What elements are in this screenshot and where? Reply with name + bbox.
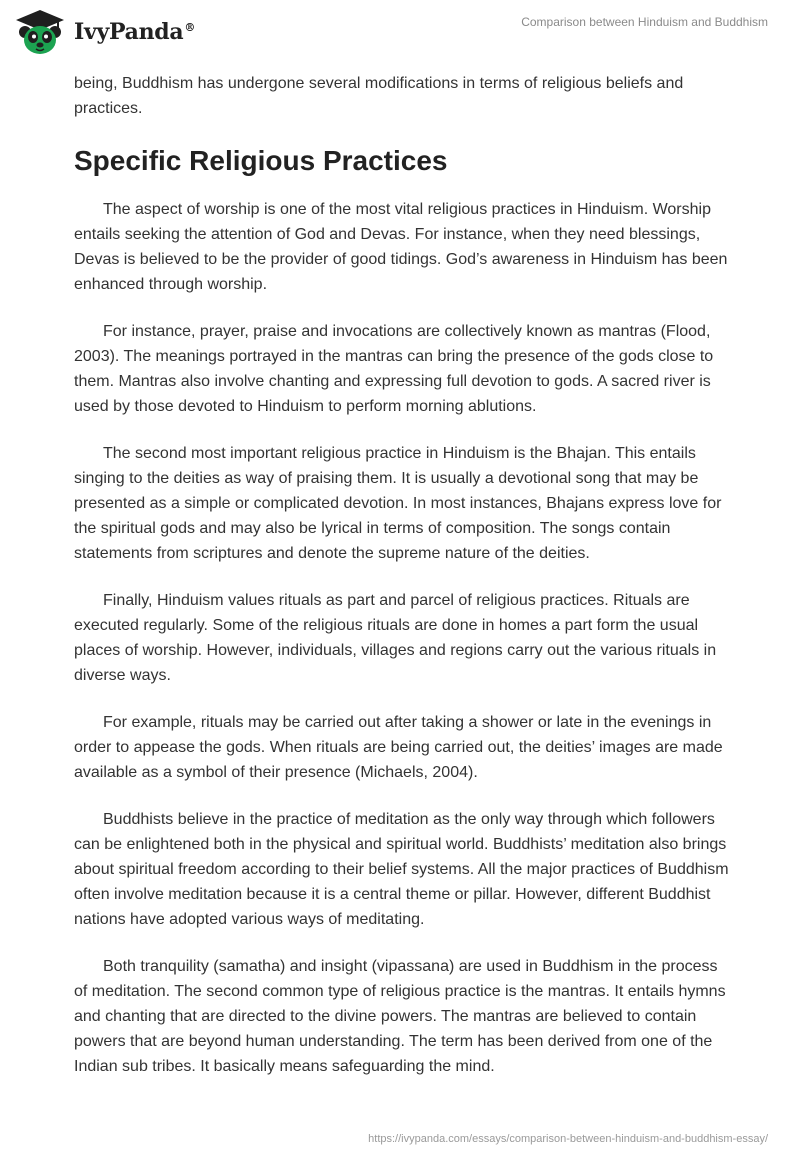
paragraph-rituals: Finally, Hinduism values rituals as part and parcel of religious practices. Rituals are executed regularly. Some of the religious rituals are done in homes a part form the usual places of worship. However, individuals, villages and regions carry out the various rituals in diverse ways. [74, 592, 717, 684]
document-title: Comparison between Hinduism and Buddhism [521, 15, 768, 29]
paragraph-bhajan: The second most important religious practice in Hinduism is the Bhajan. This entails singing to the deities as way of praising them. It is usually a devotional song that may be presented as a simple or complicated devotion. In most instances, Bhajans express love for the spiritual gods and may also be lyrical in terms of composition. The songs contain statements from scriptures and denote the supreme nature of the deities. [74, 445, 722, 562]
logo-text: IvyPanda® [74, 19, 196, 45]
page-header [0, 0, 800, 66]
registered-mark: ® [184, 20, 196, 34]
paragraph-ritual-examples: For example, rituals may be carried out after taking a shower or late in the evenings in order to appease the gods. When rituals are being carried out, the deities’ images are made available as a symbol of their presence (Michaels, 2004). [74, 714, 723, 781]
paragraph-samatha-vipassana: Both tranquility (samatha) and insight (vipassana) are used in Buddhism in the process of meditation. The second common type of religious practice is the mantras. It entails hymns and chanting that are directed to the divine powers. The mantras are believed to contain powers that are beyond human understanding. The term has been derived from one of the Indian sub tribes. It basically means safeguarding the mind. [74, 958, 726, 1075]
paragraph-mantras: For instance, prayer, praise and invocations are collectively known as mantras (Flood, 2003). The meanings portrayed in the mantras can bring the presence of the gods close to them. Mantras also involve chanting and expressing full devotion to gods. A sacred river is used by those devoted to Hinduism to perform morning ablutions. [74, 323, 714, 415]
panda-graduation-cap-icon [14, 8, 66, 56]
source-url[interactable]: https://ivypanda.com/essays/comparison-between-hinduism-and-buddhism-essay/ [368, 1133, 768, 1145]
intro-paragraph: being, Buddhism has undergone several modifications in terms of religious beliefs and practices. [74, 75, 684, 117]
paragraph-meditation: Buddhists believe in the practice of meditation as the only way through which followers can be enlightened both in the physical and spiritual world. Buddhists’ meditation also brings about spiritual freedom according to their belief systems. All the major practices of Buddhism often involve meditation because it is a central theme or pillar. However, different Buddhist nations have adopted various ways of meditating. [74, 811, 729, 928]
section-heading: Specific Religious Practices [74, 145, 448, 176]
paragraph-worship: The aspect of worship is one of the most vital religious practices in Hinduism. Worship entails seeking the attention of God and Devas. For instance, when they need blessings, Devas is believed to be the provider of good tidings. God’s awareness in Hinduism has been enhanced through worship. [74, 201, 728, 293]
essay-content [74, 71, 734, 1101]
ivypanda-logo[interactable] [14, 8, 195, 56]
